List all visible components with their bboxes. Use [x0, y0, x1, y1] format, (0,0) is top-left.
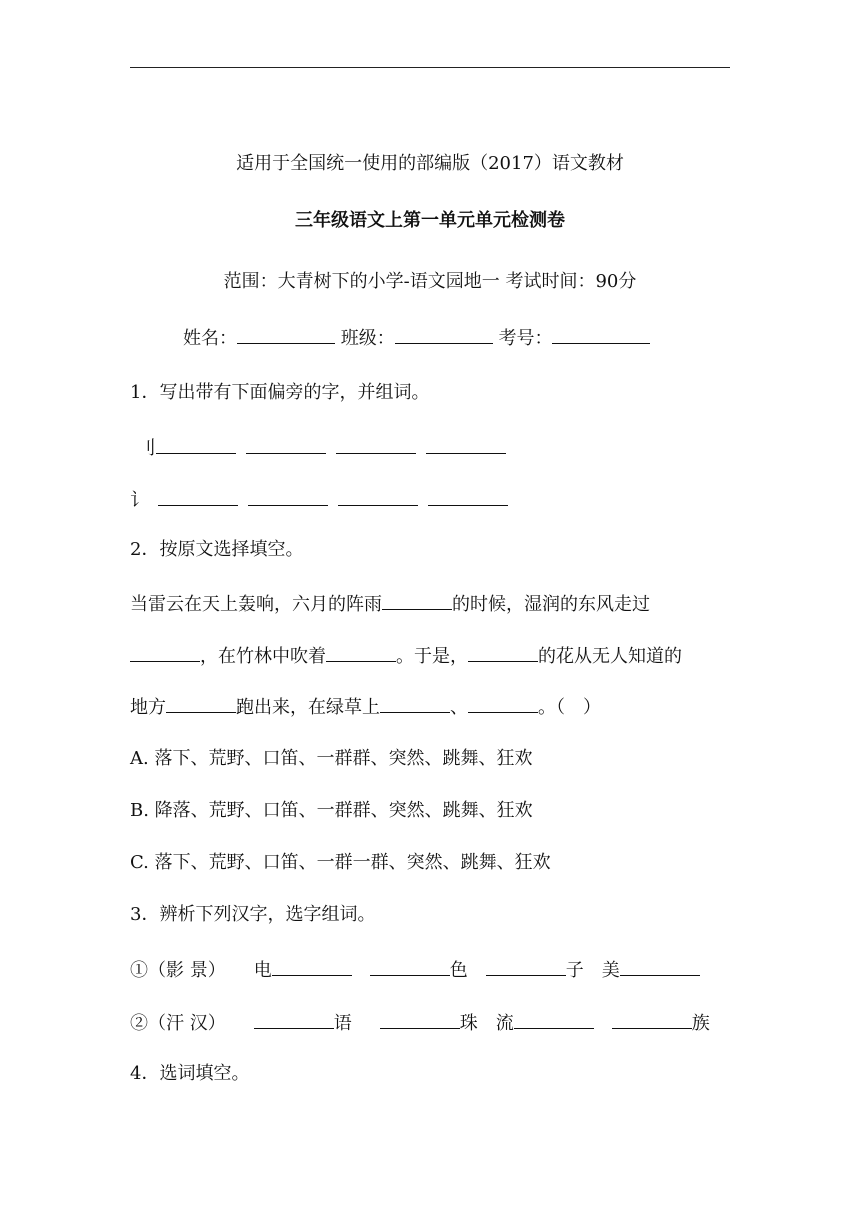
class-blank[interactable] [395, 325, 493, 344]
char-pair-label: ①（影 景） [130, 960, 226, 981]
question-1-prompt: 1．写出带有下面偏旁的字，并组词。 [130, 382, 430, 403]
question-2-passage-line-2 [130, 643, 682, 669]
passage-blank[interactable] [468, 643, 538, 662]
class-label: 班级： [340, 328, 395, 349]
passage-text: 当雷云在天上轰响，六月的阵雨 [130, 594, 382, 615]
passage-text: 跑出来，在绿草上 [236, 697, 380, 718]
question-3-row-2 [130, 1010, 710, 1036]
word-char: 美 [601, 960, 620, 981]
passage-text: 的时候，湿润的东风走过 [452, 594, 650, 615]
id-blank[interactable] [552, 325, 650, 344]
option-a[interactable]: A. 落下、荒野、口笛、一群群、突然、跳舞、狂欢 [130, 748, 533, 769]
student-info-row [183, 325, 650, 351]
question-3-prompt: 3．辨析下列汉字，选字组词。 [130, 904, 376, 925]
question-2-prompt: 2．按原文选择填空。 [130, 539, 304, 560]
word-char: 子 [565, 960, 584, 981]
answer-blank[interactable] [158, 487, 238, 506]
answer-blank[interactable] [254, 1010, 334, 1029]
passage-blank[interactable] [468, 694, 538, 713]
word-char: 电 [253, 960, 272, 981]
passage-blank[interactable] [382, 591, 452, 610]
answer-blank[interactable] [612, 1010, 692, 1029]
answer-blank[interactable] [246, 435, 326, 454]
answer-parentheses[interactable]: 。（ ） [538, 697, 601, 718]
question-2-passage-line-1 [130, 591, 650, 617]
document-subtitle: 适用于全国统一使用的部编版（2017）语文教材 [236, 153, 624, 174]
passage-text: 地方 [130, 697, 166, 718]
answer-blank[interactable] [620, 957, 700, 976]
passage-text: 。于是， [396, 646, 468, 667]
answer-blank[interactable] [272, 957, 352, 976]
question-2-passage-line-3 [130, 694, 601, 720]
top-rule [130, 67, 730, 68]
word-char: 珠 [459, 1013, 478, 1034]
passage-text: ，在竹林中吹着 [200, 646, 326, 667]
answer-blank[interactable] [248, 487, 328, 506]
radical-dao: 刂 [138, 438, 156, 459]
answer-blank[interactable] [338, 487, 418, 506]
passage-text: 的花从无人知道的 [538, 646, 682, 667]
id-label: 考号： [498, 328, 553, 349]
answer-blank[interactable] [428, 487, 508, 506]
answer-blank[interactable] [426, 435, 506, 454]
question-3-row-1 [130, 957, 700, 983]
radical-yan: 讠 [130, 490, 148, 511]
question-4-prompt: 4．选词填空。 [130, 1063, 250, 1084]
word-char: 流 [495, 1013, 514, 1034]
passage-text: 、 [450, 697, 468, 718]
exam-scope: 范围：大青树下的小学-语文园地一 考试时间：90分 [223, 271, 637, 292]
passage-blank[interactable] [380, 694, 450, 713]
answer-blank[interactable] [486, 957, 566, 976]
document-title: 三年级语文上第一单元单元检测卷 [295, 210, 565, 231]
passage-blank[interactable] [166, 694, 236, 713]
answer-blank[interactable] [380, 1010, 460, 1029]
option-b[interactable]: B. 降落、荒野、口笛、一群群、突然、跳舞、狂欢 [130, 800, 533, 821]
answer-blank[interactable] [370, 957, 450, 976]
passage-blank[interactable] [326, 643, 396, 662]
option-c[interactable]: C. 落下、荒野、口笛、一群一群、突然、跳舞、狂欢 [130, 852, 551, 873]
char-pair-label: ②（汗 汉） [130, 1013, 226, 1034]
word-char: 族 [691, 1013, 710, 1034]
name-label: 姓名： [183, 328, 237, 349]
name-blank[interactable] [237, 325, 335, 344]
answer-blank[interactable] [514, 1010, 594, 1029]
word-char: 语 [333, 1013, 352, 1034]
answer-blank[interactable] [156, 435, 236, 454]
question-1-row-1 [138, 435, 506, 461]
answer-blank[interactable] [336, 435, 416, 454]
passage-blank[interactable] [130, 643, 200, 662]
word-char: 色 [449, 960, 468, 981]
question-1-row-2 [130, 487, 508, 513]
